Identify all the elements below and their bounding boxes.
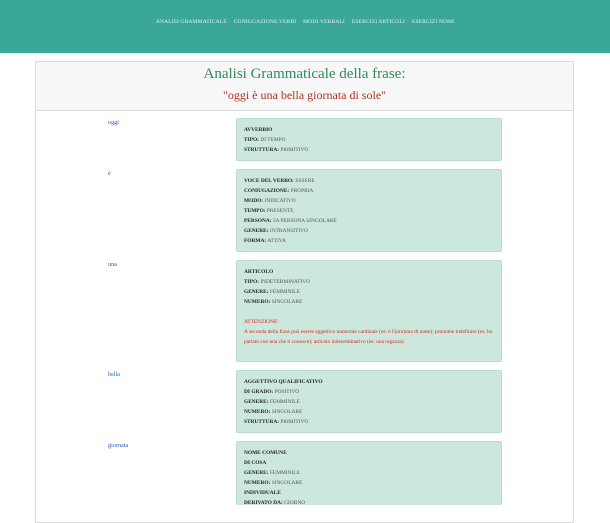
analysis-card-giornata <box>236 441 502 505</box>
analysis-row: STRUTTURA: PRIMITIVO <box>244 419 309 425</box>
analysis-row: GENERE: FEMMINILE <box>244 470 300 476</box>
nav-link-modi-verbali[interactable]: MODI VERBALI <box>303 19 345 25</box>
nav-link-esercizi-nomi[interactable]: ESERCIZI NOMI <box>411 19 455 25</box>
analysis-card-oggi <box>236 118 502 161</box>
analyzed-sentence: "oggi è una bella giornata di sole" <box>222 88 387 102</box>
analysis-row: CONIUGAZIONE: PROPRIA <box>244 188 314 194</box>
analysis-row: TIPO: INDETERMINATIVO <box>244 279 311 285</box>
warning-title: ATTENZIONE: <box>244 319 279 325</box>
word-link-una[interactable]: una <box>108 261 117 268</box>
nav-link-esercizi-articoli[interactable]: ESERCIZI ARTICOLI <box>351 19 405 25</box>
analysis-row: GENERE: FEMMINILE <box>244 289 300 295</box>
analysis-row: INDIVIDUALE <box>244 490 281 496</box>
nav-link-analisi[interactable]: ANALISI GRAMMATICALE <box>155 19 227 25</box>
analysis-row: GENERE: FEMMINILE <box>244 399 300 405</box>
analysis-row: TIPO: DI TEMPO <box>244 137 286 143</box>
analysis-row: PERSONA: 3A PERSONA SINGOLARE <box>244 218 337 224</box>
analysis-row: STRUTTURA: PRIMITIVO <box>244 147 309 153</box>
analysis-row: NOME COMUNE <box>244 450 287 456</box>
analysis-row: GENERE: INTRANSITIVO <box>244 228 308 234</box>
analysis-row: DERIVATO DA: GIORNO <box>244 500 306 506</box>
analysis-row: FORMA: ATTIVA <box>244 238 286 244</box>
nav-menu <box>0 19 610 25</box>
top-navbar <box>0 0 610 53</box>
analysis-row: AGGETTIVO QUALIFICATIVO <box>244 379 323 385</box>
nav-link-coniugazione[interactable]: CONIUGAZIONE VERBI <box>233 19 297 25</box>
analysis-row: NUMERO: SINGOLARE <box>244 409 303 415</box>
word-link-e[interactable]: è <box>108 170 111 177</box>
analysis-row: VOCE DEL VERBO: ESSERE <box>244 178 315 184</box>
analysis-row: AVVERBIO <box>244 127 273 133</box>
analysis-card-una <box>236 260 502 362</box>
page-title: Analisi Grammaticale della frase: <box>203 66 406 82</box>
panel-header <box>36 62 573 111</box>
analysis-row: MODO: INDICATIVO <box>244 198 296 204</box>
analysis-row: ARTICOLO <box>244 269 274 275</box>
analysis-row: DI GRADO: POSITIVO <box>244 389 300 395</box>
word-link-oggi[interactable]: oggi <box>108 119 120 126</box>
analysis-row: DI COSA <box>244 460 267 466</box>
word-link-bella[interactable]: bella <box>108 371 121 378</box>
warning-text: A seconda della frase può essere aggettivo numerale cardinale (es: è l'(ora)una di notte); pronome indefinito (es: ho parlato con una che ti conosce); articolo indeterminativo (es: una ragazza). <box>244 329 493 345</box>
word-link-giornata[interactable]: giornata <box>108 442 129 449</box>
analysis-row: TEMPO: PRESENTE <box>244 208 294 214</box>
analysis-card-bella <box>236 370 502 433</box>
analysis-card-e <box>236 169 502 252</box>
analysis-row: NUMERO: SINGOLARE <box>244 480 303 486</box>
analysis-row: NUMERO: SINGOLARE <box>244 299 303 305</box>
